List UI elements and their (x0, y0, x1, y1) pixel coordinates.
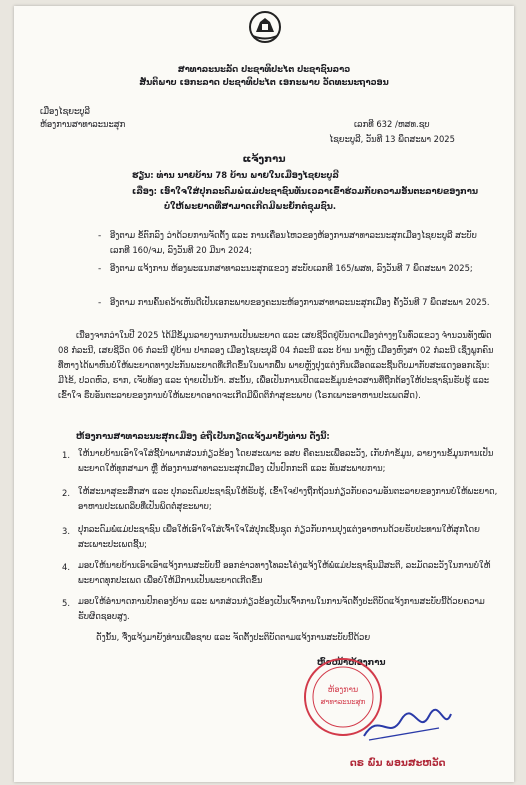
national-emblem-icon (247, 10, 283, 44)
document-date: ໄຊຍະບູລີ, ວັນທີ 13 ພຶດສະພາ 2025 (329, 134, 455, 144)
notice-subject-line2: ບໍ່ໃຫ້ພະຍາດທີ່ສາມາດເກີດມີພະຍັກຕໍ່ຊຸມຊົນ. (164, 201, 336, 211)
directive-item: ມອບໃຫ້ນາຍບ້ານເອົາເອົາແຈ້ງການສະບັບນີ້ ອອກຂ່າວທາງໂທລະໂຄ່ງແຈ້ງໃຫ້ພໍ່ແມ່ປະຊາຊົນມີສະຕິ, ລະມັດລະວັງໃນການບໍ່ໃຫ້ພະຍາດທຸກປະເພດ ເພື່ອບໍ່ໃຫ້ມີການເປັນພະຍາດເກີດຂຶ້ນ (78, 560, 491, 585)
reference-bullet: - (98, 264, 102, 274)
item-number: 3. (62, 526, 70, 536)
item-number: 1. (62, 450, 70, 460)
signatory-title: ຫົວໜ້າຫ້ອງການ (317, 657, 386, 667)
item-number: 2. (62, 488, 70, 498)
republic-heading: ສາທາລະນະລັດ ປະຊາທິປະໄຕ ປະຊາຊົນລາວ (177, 64, 351, 74)
national-motto: ສັນຕິພາບ ເອກະລາດ ປະຊາທິປະໄຕ ເອກະພາບ ວັດທະນະຖາວອນ (139, 77, 389, 87)
issuer-district: ເມືອງໄຊຍະບູລີ (40, 106, 90, 116)
reference-item: ອີງຕາມ ການຄົ້ນຄວ້າເຫັນດີເປັນເອກະພາບຂອງຄະນະຫ້ອງການສາທາລະນະສຸກເມືອງ ຄັ້ງວັນທີ 7 ພຶດສະພາ 2025. (110, 297, 490, 307)
document-page (14, 6, 514, 782)
notice-title: ແຈ້ງການ (242, 154, 286, 165)
directive-item: ມອບໃຫ້ອໍານາດການປົກຄອງບ້ານ ແລະ ພາກສ່ວນກ່ຽວຂ້ອງເປັນເຈົ້າການໃນການຈັດຕັ້ງປະຕິບັດແຈ້ງການສະບັບນີ້ດ້ວຍຄວາມຮັບຜິດຊອບສູງ. (78, 596, 485, 621)
reference-bullet: - (98, 231, 102, 241)
notice-recipient: ຮຽນ: ທ່ານ ນາຍບ້ານ 78 ບ້ານ ພາຍໃນເມືອງໄຊຍະບູລີ (132, 170, 339, 180)
reference-item: ອີງຕາມ ແຈ້ງການ ຫ້ອງພະແນກສາທາລະນະສຸກແຂວງ ສະບັບເລກທີ 165/ພສທ, ລົງວັນທີ 7 ພຶດສະພາ 2025; (110, 263, 473, 273)
document-number: ເລກທີ 632 /ຫສທ.ຊບ (354, 119, 430, 129)
directive-item: ໃຫ້ສະນາສຸຂະສຶກສາ ແລະ ປຸກລະດົມປະຊາຊົນໃຫ້ຮັບຮູ້, ເຂົ້າໃຈຢ່າງຖືກຖ້ວນກ່ຽວກັບຄວາມອັນຕະລາຍຂອງການບໍ່ໃຫ້ພະຍາດ, ອາຫານປະເພດລິບທີ່ເປັນພິດຕໍ່ສຸຂະພາບ; (78, 486, 498, 511)
directive-item: ໃຫ້ນາຍບ້ານເອົາໃຈໃສ່ຊີ້ນໍາພາກສ່ວນກ່ຽວຂ້ອງ ໂດຍສະເພາະ ອສບ ຄືຄະນະເພື່ອລະວັງ, ເກັບກໍາຂໍ້ມູນ, ລາຍງານຂໍ້ມູນການເປັນພະຍາດໃຫ້ທຸກສາມາ ຫຼື ຫ້ອງການສາທາລະນະສຸກເມືອງ ເປັນປົກກະຕິ ແລະ ທັນສະພາບການ; (78, 448, 494, 473)
handwritten-signature-icon (359, 706, 454, 746)
seal-text: ສາທາລະນະສຸກ (320, 698, 366, 706)
reference-item: ອີງຕາມ ຂໍ້ຕົກລົງ ວ່າດ້ວຍການຈັດຕັ້ງ ແລະ ການເຄື່ອນໄຫວຂອງຫ້ອງການສາທາລະນະສຸກເມືອງໄຊຍະບູລີ ສະບັບເລກທີ 160/ຈມ, ລົງວັນທີ 20 ມີນາ 2024; (110, 230, 477, 255)
seal-text: ຫ້ອງການ (327, 685, 359, 694)
item-number: 5. (62, 598, 70, 608)
signatory-name: ດຣ ພົນ ພອນສະຫວັດ (350, 758, 446, 769)
notice-subject-line1: ເລື່ອງ: ເອົາໃຈໃສ່ປຸກລະດົມພໍ່ແມ່ປະຊາຊົນທັນເວລາເຂົ້າຮ່ວມກັບຄວາມອັນຕະລາຍຂອງການ (132, 186, 478, 196)
item-number: 4. (62, 562, 70, 572)
directive-item: ປຸກລະດົມພໍ່ແມ່ປະຊາຊົນ ເພື່ອໃຫ້ເອົາໃຈໃສ່ເຈົ້າໃຈໃສ່ປຸກເຊີ້ນຊຸດ ກ່ຽວກັບການປຸງແຕ່ງອາຫານດ້ວຍຮັບປະທານໃຫ້ສຸກໂດຍສະເພາະປະເພດຊີ້ນ; (78, 524, 480, 549)
closing-line: ດັ່ງນັ້ນ, ຈື່ງແຈ້ງມາຍັງທ່ານເພື່ອຊາບ ແລະ ຈັດຕັ້ງປະຕິບັດຕາມແຈ້ງການສະບັບນີ້ດ້ວຍ (96, 632, 371, 642)
reference-bullet: - (98, 298, 102, 308)
issuer-office: ຫ້ອງການສາທາລະນະສຸກ (40, 119, 126, 129)
body-paragraph: ເນື່ອງຈາກວ່າໃນປີ 2025 ໄດ້ມີຂໍ້ມູນລາຍງານການເປັນພະຍາດ ແລະ ເສຍຊີວິດຢູ່ບັນດາເມືອງຕ່າງໆໃນທົ່ວແຂວງ ຈໍານວນທັງໝົດ 08 ກໍລະນີ, ເສຍຊີວິດ 06 ກໍລະນີ ຢູ່ບ້ານ ປາກລອງ ເມືອງໄຊຍະບູລີ 04 ກໍລະນີ ແລະ ບ້ານ ນາຫຼັງ ເມືອງຫົງສາ 02 ກໍລະນີ ເຊິ່ງພູກຄົນທີ່ຫາງໄດ້ພາຫົນບໍ່ໃຫ້ພະຍາດທາງປະກັນພະຍາດທີ່ເກີດຂຶ້ນໃນພາກພື້ນ ພາຍຫຼັງປຸງແຕ່ງກິນເລືອດແລະຊີ້ນດິບມາກັບສະແດງອອກເຊັ່ນ: ມີໄຂ້, ປວດຫົວ, ຮາກ, ເຈັບທ້ອງ ແລະ ຖ່າຍເປັນນໍ້າ. ສະນັ້ນ, ເພື່ອເປັນການເປີດແລະຂໍ້ມູນຂ່າວສານທີ່ຖືກຕ້ອງໃຫ້ປະຊາຊົນຮັບຮູ້ ແລະ ເຂົ້າໃຈ ຮຶບອັນຕະລາຍຂອງການບໍ່ໃຫ້ພະຍາດອາດຈະເກີດມີພຶດຕິກໍາສຸຂະພາບ (ໂຣກເພາະອາຫານປະເພດສົດ). (58, 330, 494, 400)
directive-line: ຫ້ອງການສາທາລະນະສຸກເມືອງ ຂໍຖືເປັນກຽດແຈ້ງມາຍັງທ່ານ ດັ່ງນີ້: (76, 431, 330, 441)
